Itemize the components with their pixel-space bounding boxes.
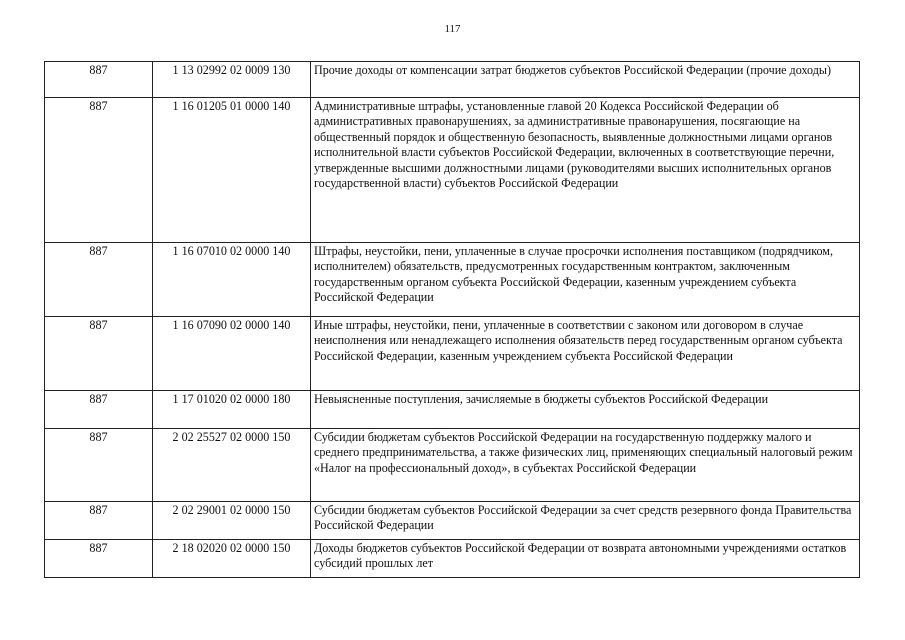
- income-code-cell: 2 18 02020 02 0000 150: [153, 540, 311, 578]
- income-name-cell: Штрафы, неустойки, пени, уплаченные в случае просрочки исполнения поставщиком (подрядчиком, исполнителем) обязательств, предусмотренных государственным контрактом, заключенным государственным органом субъекта Российской Федерации, казенным учреждением субъекта Российской Федерации: [311, 243, 860, 317]
- table-row: [45, 317, 860, 391]
- administrator-code-cell: 887: [45, 243, 153, 317]
- table-row: [45, 429, 860, 502]
- administrator-code-cell: 887: [45, 540, 153, 578]
- administrator-code-cell: 887: [45, 391, 153, 429]
- income-code-cell: 1 13 02992 02 0009 130: [153, 62, 311, 98]
- income-name-cell: Доходы бюджетов субъектов Российской Федерации от возврата автономными учреждениями остатков субсидий прошлых лет: [311, 540, 860, 578]
- income-name-cell: Иные штрафы, неустойки, пени, уплаченные в соответствии с законом или договором в случае неисполнения или ненадлежащего исполнения обязательств перед государственным органом субъекта Российской Федерации, казенным учреждением субъекта Российской Федерации: [311, 317, 860, 391]
- administrator-code-cell: 887: [45, 62, 153, 98]
- income-code-cell: 1 16 07090 02 0000 140: [153, 317, 311, 391]
- income-code-cell: 1 16 01205 01 0000 140: [153, 98, 311, 243]
- income-code-cell: 1 17 01020 02 0000 180: [153, 391, 311, 429]
- table-row: [45, 391, 860, 429]
- table-row: [45, 98, 860, 243]
- income-name-cell: Невыясненные поступления, зачисляемые в бюджеты субъектов Российской Федерации: [311, 391, 860, 429]
- budget-classification-table: [44, 61, 860, 578]
- administrator-code-cell: 887: [45, 98, 153, 243]
- income-name-cell: Субсидии бюджетам субъектов Российской Федерации за счет средств резервного фонда Правительства Российской Федерации: [311, 502, 860, 540]
- administrator-code-cell: 887: [45, 317, 153, 391]
- administrator-code-cell: 887: [45, 429, 153, 502]
- income-code-cell: 2 02 29001 02 0000 150: [153, 502, 311, 540]
- income-name-cell: Прочие доходы от компенсации затрат бюджетов субъектов Российской Федерации (прочие доходы): [311, 62, 860, 98]
- table-row: [45, 243, 860, 317]
- income-name-cell: Административные штрафы, установленные главой 20 Кодекса Российской Федерации об административных правонарушениях, за административные правонарушения, посягающие на общественный порядок и общественную безопасность, выявленные должностными лицами органов исполнительной власти субъектов Российской Федерации, включенных в соответствующие перечни, утвержденные высшими должностными лицами (руководителями высших исполнительных органов государственной власти) субъектов Российской Федерации: [311, 98, 860, 243]
- income-name-cell: Субсидии бюджетам субъектов Российской Федерации на государственную поддержку малого и среднего предпринимательства, а также физических лиц, применяющих специальный налоговый режим «Налог на профессиональный доход», в субъектах Российской Федерации: [311, 429, 860, 502]
- table-row: [45, 62, 860, 98]
- page-number: 117: [444, 23, 461, 35]
- administrator-code-cell: 887: [45, 502, 153, 540]
- income-code-cell: 1 16 07010 02 0000 140: [153, 243, 311, 317]
- income-code-cell: 2 02 25527 02 0000 150: [153, 429, 311, 502]
- table-row: [45, 502, 860, 540]
- table-row: [45, 540, 860, 578]
